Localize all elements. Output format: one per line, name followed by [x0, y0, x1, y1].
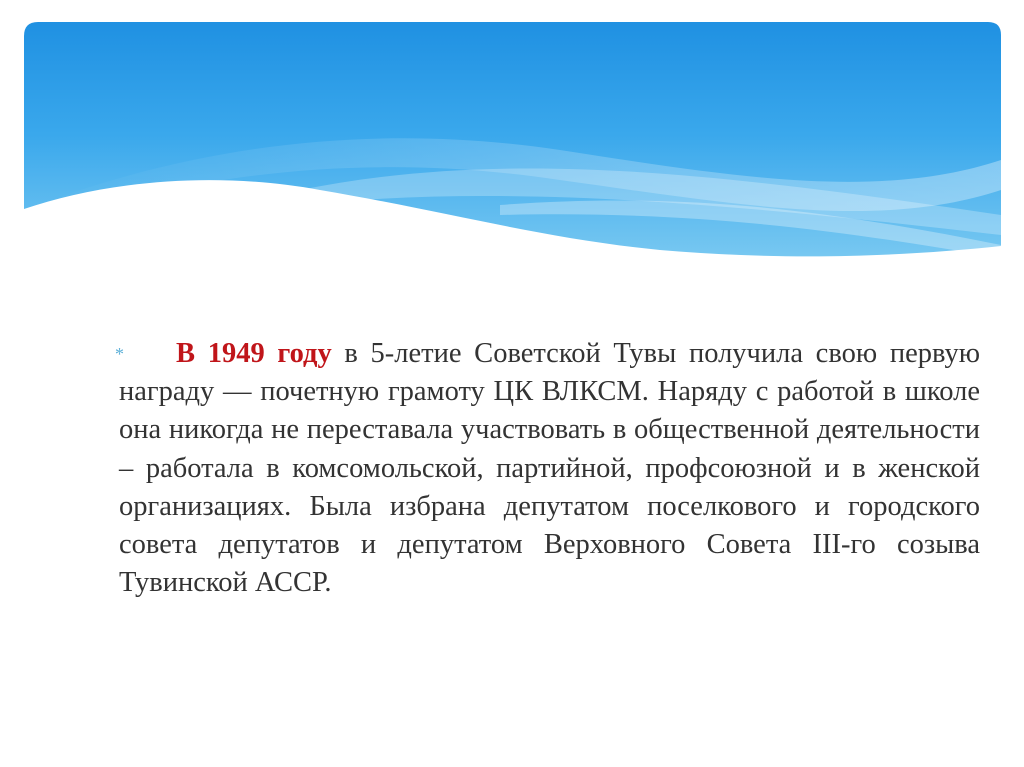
slide-body — [115, 335, 980, 602]
body-text: в 5-летие Советской Тувы получила свою первую награду — почетную грамоту ЦК ВЛКСМ. Наряду с работой в школе она никогда не переставала участвовать в общественной деятельности – работала в комсомольской, партийной, профсоюзной и в женской организациях. Была избрана депутатом поселкового и городского совета депутатов и депутатом Верховного Совета III-го созыва Тувинской АССР. — [119, 338, 980, 599]
highlight-year: В 1949 году — [176, 338, 332, 369]
header-wave-banner — [0, 0, 1024, 300]
body-paragraph — [119, 335, 980, 602]
bullet-asterisk-icon: * — [115, 344, 124, 364]
